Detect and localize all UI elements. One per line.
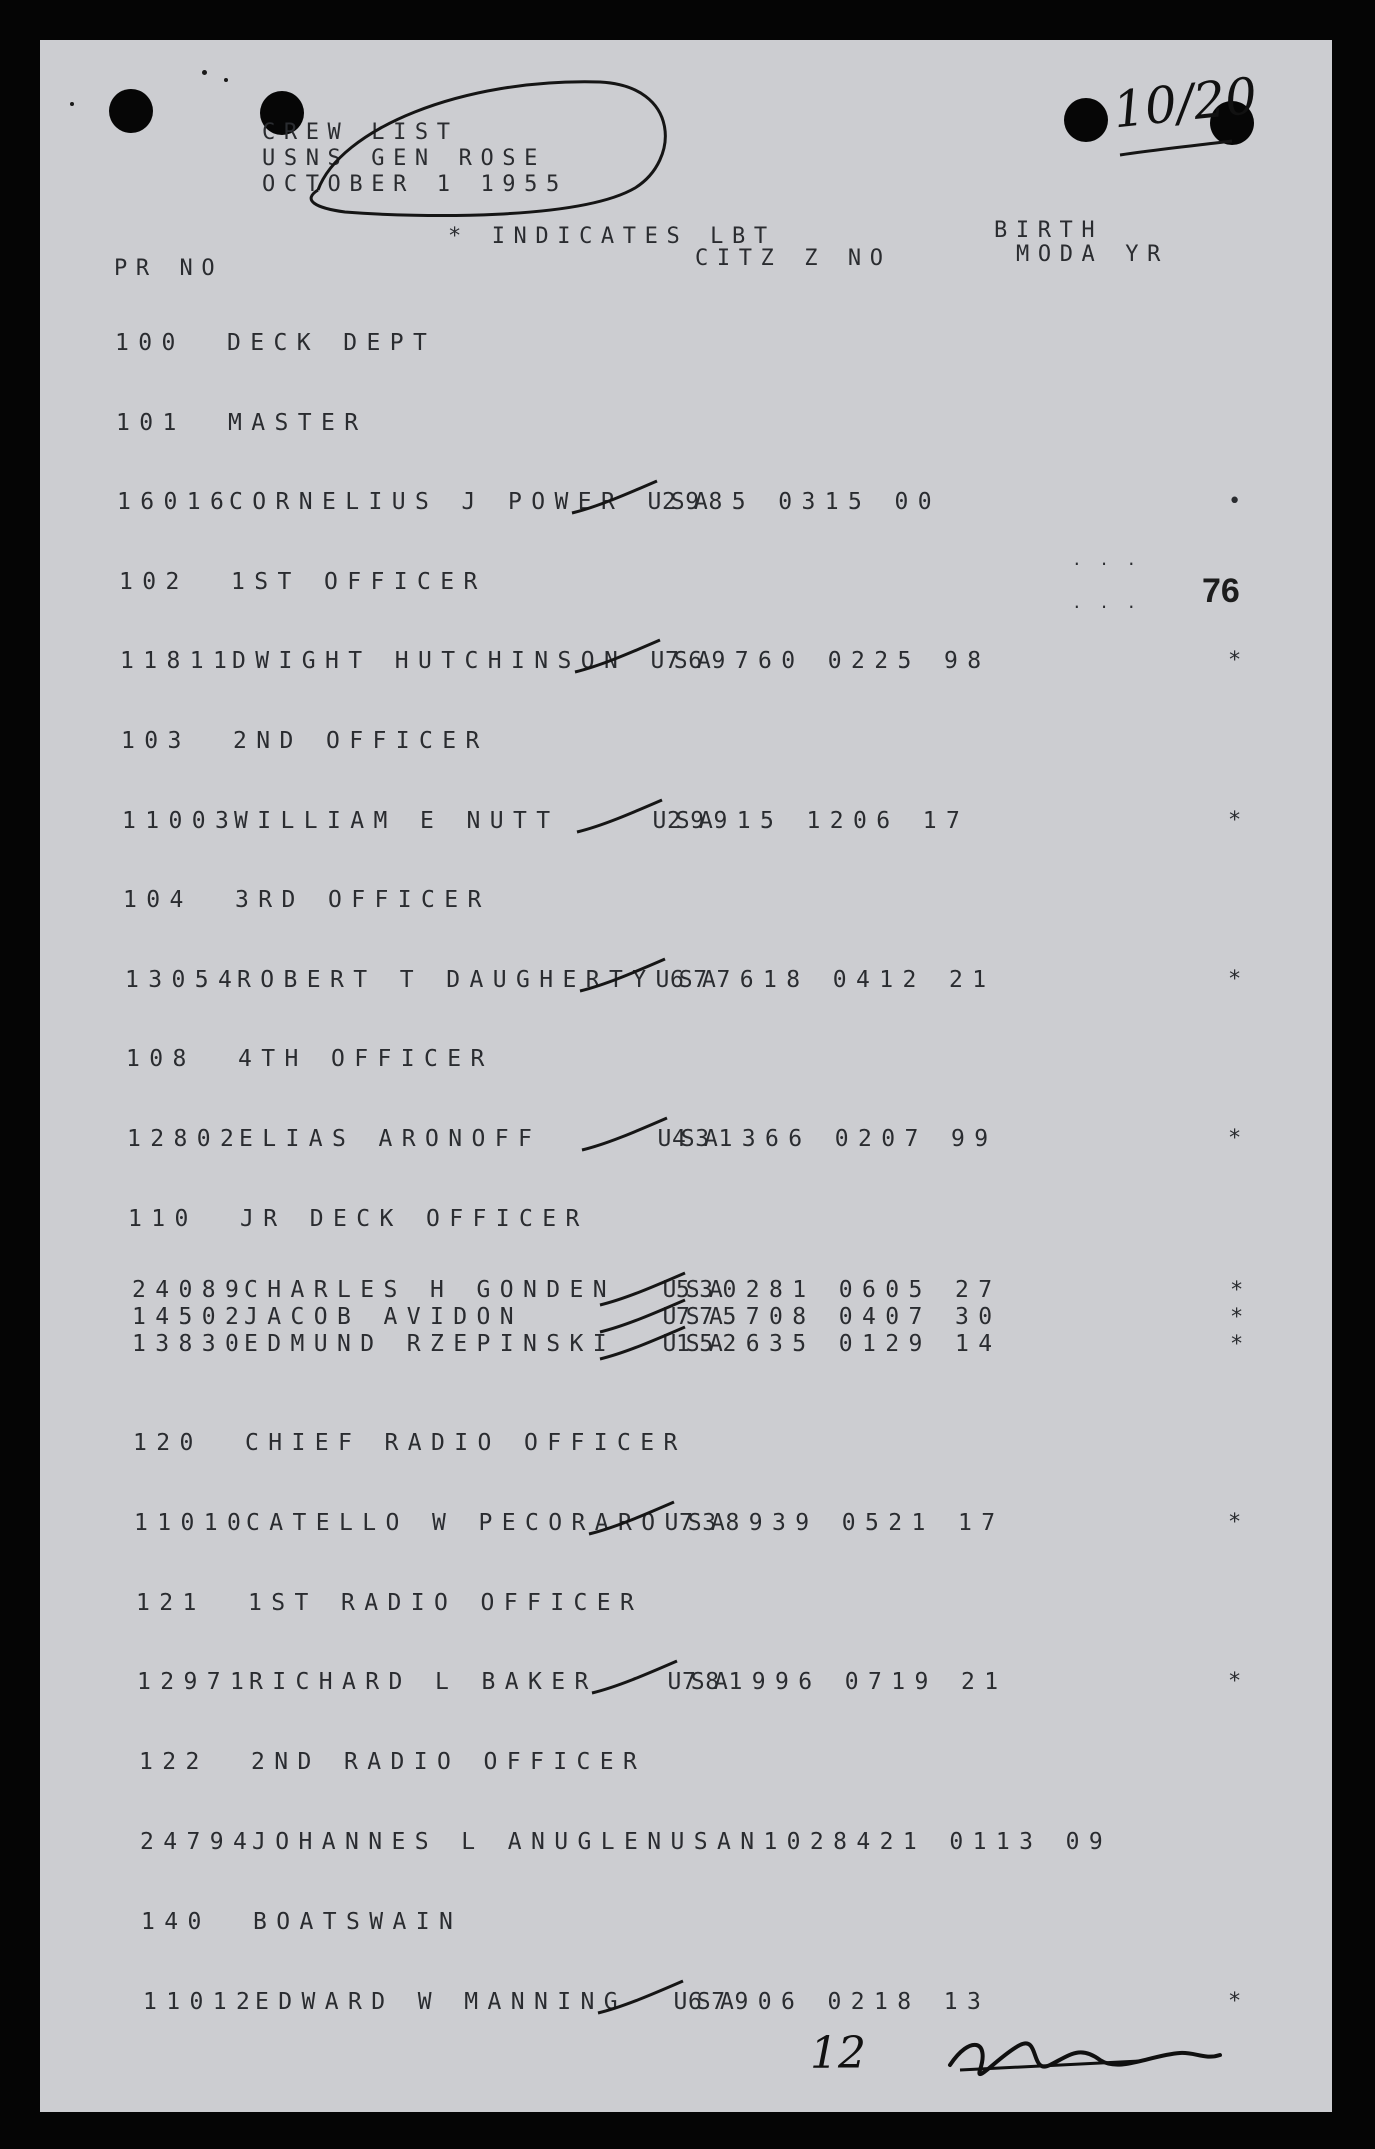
crew-name: DWIGHT HUTCHINSON USA <box>232 648 721 674</box>
position-code: 108 <box>126 1046 196 1072</box>
crew-member-row <box>40 1331 1332 1358</box>
position-code: 12802 <box>127 1126 244 1152</box>
crew-name: RICHARD L BAKER USA <box>249 1669 738 1695</box>
crew-name: CATELLO W PECORAROUSA <box>246 1510 735 1536</box>
position-title: 3RD OFFICER <box>235 887 491 913</box>
birth-label: BIRTH <box>994 218 1104 243</box>
check-tick-mark <box>575 638 665 678</box>
section-heading-row <box>40 332 1332 362</box>
crew-name: WILLIAM E NUTT USA <box>234 808 723 834</box>
lbt-indicator: * <box>1228 808 1251 833</box>
position-code: 12971 <box>137 1669 254 1695</box>
z-number-and-birth: 431366 0207 99 <box>672 1126 998 1152</box>
position-code: 11811 <box>120 648 237 674</box>
column-header-citz-z-no: CITZ Z NO <box>695 246 892 271</box>
section-heading-row <box>40 1208 1332 1238</box>
position-code: 13054 <box>125 967 242 993</box>
position-title: 1ST RADIO OFFICER <box>248 1590 644 1616</box>
lbt-indicator: * <box>1228 1126 1251 1151</box>
crew-name: EDWARD W MANNING USA <box>255 1989 744 2015</box>
position-title: 1ST OFFICER <box>231 569 487 595</box>
position-title: 4TH OFFICER <box>238 1046 494 1072</box>
title-line-1: CREW LIST <box>262 120 459 145</box>
crew-name: EDMUND RZEPINSKI USA <box>244 1331 733 1357</box>
z-number-and-birth: 775708 0407 30 <box>676 1304 1002 1330</box>
lbt-indicator: * <box>1228 1669 1251 1694</box>
z-number-and-birth: 67906 0218 13 <box>688 1989 991 2015</box>
section-heading-row <box>40 1751 1332 1781</box>
position-title: JR DECK OFFICER <box>240 1206 589 1232</box>
section-heading-row <box>40 889 1332 919</box>
crew-name: JACOB AVIDON USA <box>244 1304 733 1330</box>
section-heading-row <box>40 412 1332 442</box>
position-title: JOHANNES L ANUGLENUSAN1028421 0113 09 <box>252 1829 1113 1855</box>
lbt-indicator: * <box>1228 1510 1251 1535</box>
z-number-and-birth: 530281 0605 27 <box>676 1277 1002 1303</box>
check-tick-mark <box>577 798 667 838</box>
crew-member-row <box>40 1991 1332 2021</box>
position-title: 2ND OFFICER <box>233 728 489 754</box>
z-number-and-birth: 738939 0521 17 <box>679 1510 1005 1536</box>
z-number-and-birth: 781996 0719 21 <box>682 1669 1008 1695</box>
position-code: 104 <box>123 887 193 913</box>
section-heading-row <box>40 1831 1332 1861</box>
margin-dots: . . . <box>1072 593 1141 612</box>
position-code: 121 <box>136 1590 206 1616</box>
position-title: BOATSWAIN <box>253 1909 463 1935</box>
crew-member-row <box>40 1671 1332 1701</box>
position-code: 24794 <box>140 1829 257 1855</box>
position-code: 14502 <box>132 1304 249 1330</box>
column-header-moda-yr: MODA YR <box>1016 242 1169 267</box>
position-code: 11012 <box>143 1989 260 2015</box>
lbt-indicator: * <box>1228 967 1251 992</box>
lbt-indicator: * <box>1230 1305 1253 1330</box>
z-number-and-birth: 152635 0129 14 <box>676 1331 1002 1357</box>
indicates-note: * INDICATES LBT <box>448 224 776 249</box>
margin-number: 76 <box>1202 572 1240 610</box>
section-heading-row <box>40 1432 1332 1462</box>
section-heading-row <box>40 571 1332 601</box>
crew-name: CHARLES H GONDEN USA <box>244 1277 733 1303</box>
position-code: 16016 <box>117 489 234 515</box>
position-title: CHIEF RADIO OFFICER <box>245 1430 687 1456</box>
check-tick-mark <box>589 1500 679 1540</box>
z-number-and-birth: 677618 0412 21 <box>670 967 996 993</box>
position-code: 102 <box>119 569 189 595</box>
crew-member-row <box>40 1304 1332 1331</box>
handwritten-folio: 10/20 <box>1110 66 1260 140</box>
position-code: 140 <box>141 1909 211 1935</box>
section-heading-row <box>40 1911 1332 1941</box>
signature-scribble <box>930 2025 1230 2095</box>
check-tick-mark <box>572 479 662 519</box>
position-code: 101 <box>116 410 186 436</box>
section-heading-row <box>40 1048 1332 1078</box>
position-code: 13830 <box>132 1331 249 1357</box>
position-title: DECK DEPT <box>227 330 437 356</box>
lbt-indicator: * <box>1228 1989 1251 2014</box>
title-line-3: OCTOBER 1 1955 <box>262 172 568 197</box>
crew-member-row <box>40 1128 1332 1158</box>
position-code: 122 <box>139 1749 209 1775</box>
lbt-indicator: • <box>1228 489 1251 514</box>
check-tick-mark <box>582 1116 672 1156</box>
z-number-and-birth: 29915 1206 17 <box>667 808 970 834</box>
position-code: 103 <box>121 728 191 754</box>
check-tick-mark <box>592 1659 682 1699</box>
position-code: 11003 <box>122 808 239 834</box>
handwritten-page-number: 12 <box>810 2028 866 2079</box>
position-code: 100 <box>115 330 185 356</box>
document-page <box>40 40 1332 2112</box>
lbt-indicator: * <box>1230 1332 1253 1357</box>
position-code: 120 <box>133 1430 203 1456</box>
crew-member-row <box>40 969 1332 999</box>
crew-name: ROBERT T DAUGHERTYUSA <box>237 967 726 993</box>
lbt-indicator: * <box>1230 1278 1253 1303</box>
crew-member-row <box>40 650 1332 680</box>
z-number-and-birth: 769760 0225 98 <box>665 648 991 674</box>
crew-member-row <box>40 1277 1332 1304</box>
crew-name: CORNELIUS J POWER USA <box>229 489 718 515</box>
z-number-and-birth: 2985 0315 00 <box>662 489 941 515</box>
margin-dots: . . . <box>1072 550 1141 569</box>
position-code: 11010 <box>134 1510 251 1536</box>
crew-name: ELIAS ARONOFF USA <box>239 1126 728 1152</box>
section-heading-row <box>40 730 1332 760</box>
position-code: 110 <box>128 1206 198 1232</box>
crew-member-row <box>40 810 1332 840</box>
jr-deck-officer-group <box>40 1277 1332 1358</box>
crew-member-row <box>40 1512 1332 1542</box>
check-tick-mark <box>580 957 670 997</box>
crew-member-row <box>40 491 1332 521</box>
lbt-indicator: * <box>1228 648 1251 673</box>
position-title: 2ND RADIO OFFICER <box>251 1749 647 1775</box>
position-code: 24089 <box>132 1277 249 1303</box>
check-tick-mark <box>598 1979 688 2019</box>
handwritten-underline <box>1120 135 1240 165</box>
check-tick-mark <box>600 1325 660 1365</box>
column-header-pr-no: PR NO <box>114 256 224 281</box>
section-heading-row <box>40 1592 1332 1622</box>
title-line-2: USNS GEN ROSE <box>262 146 546 171</box>
position-title: MASTER <box>228 410 368 436</box>
